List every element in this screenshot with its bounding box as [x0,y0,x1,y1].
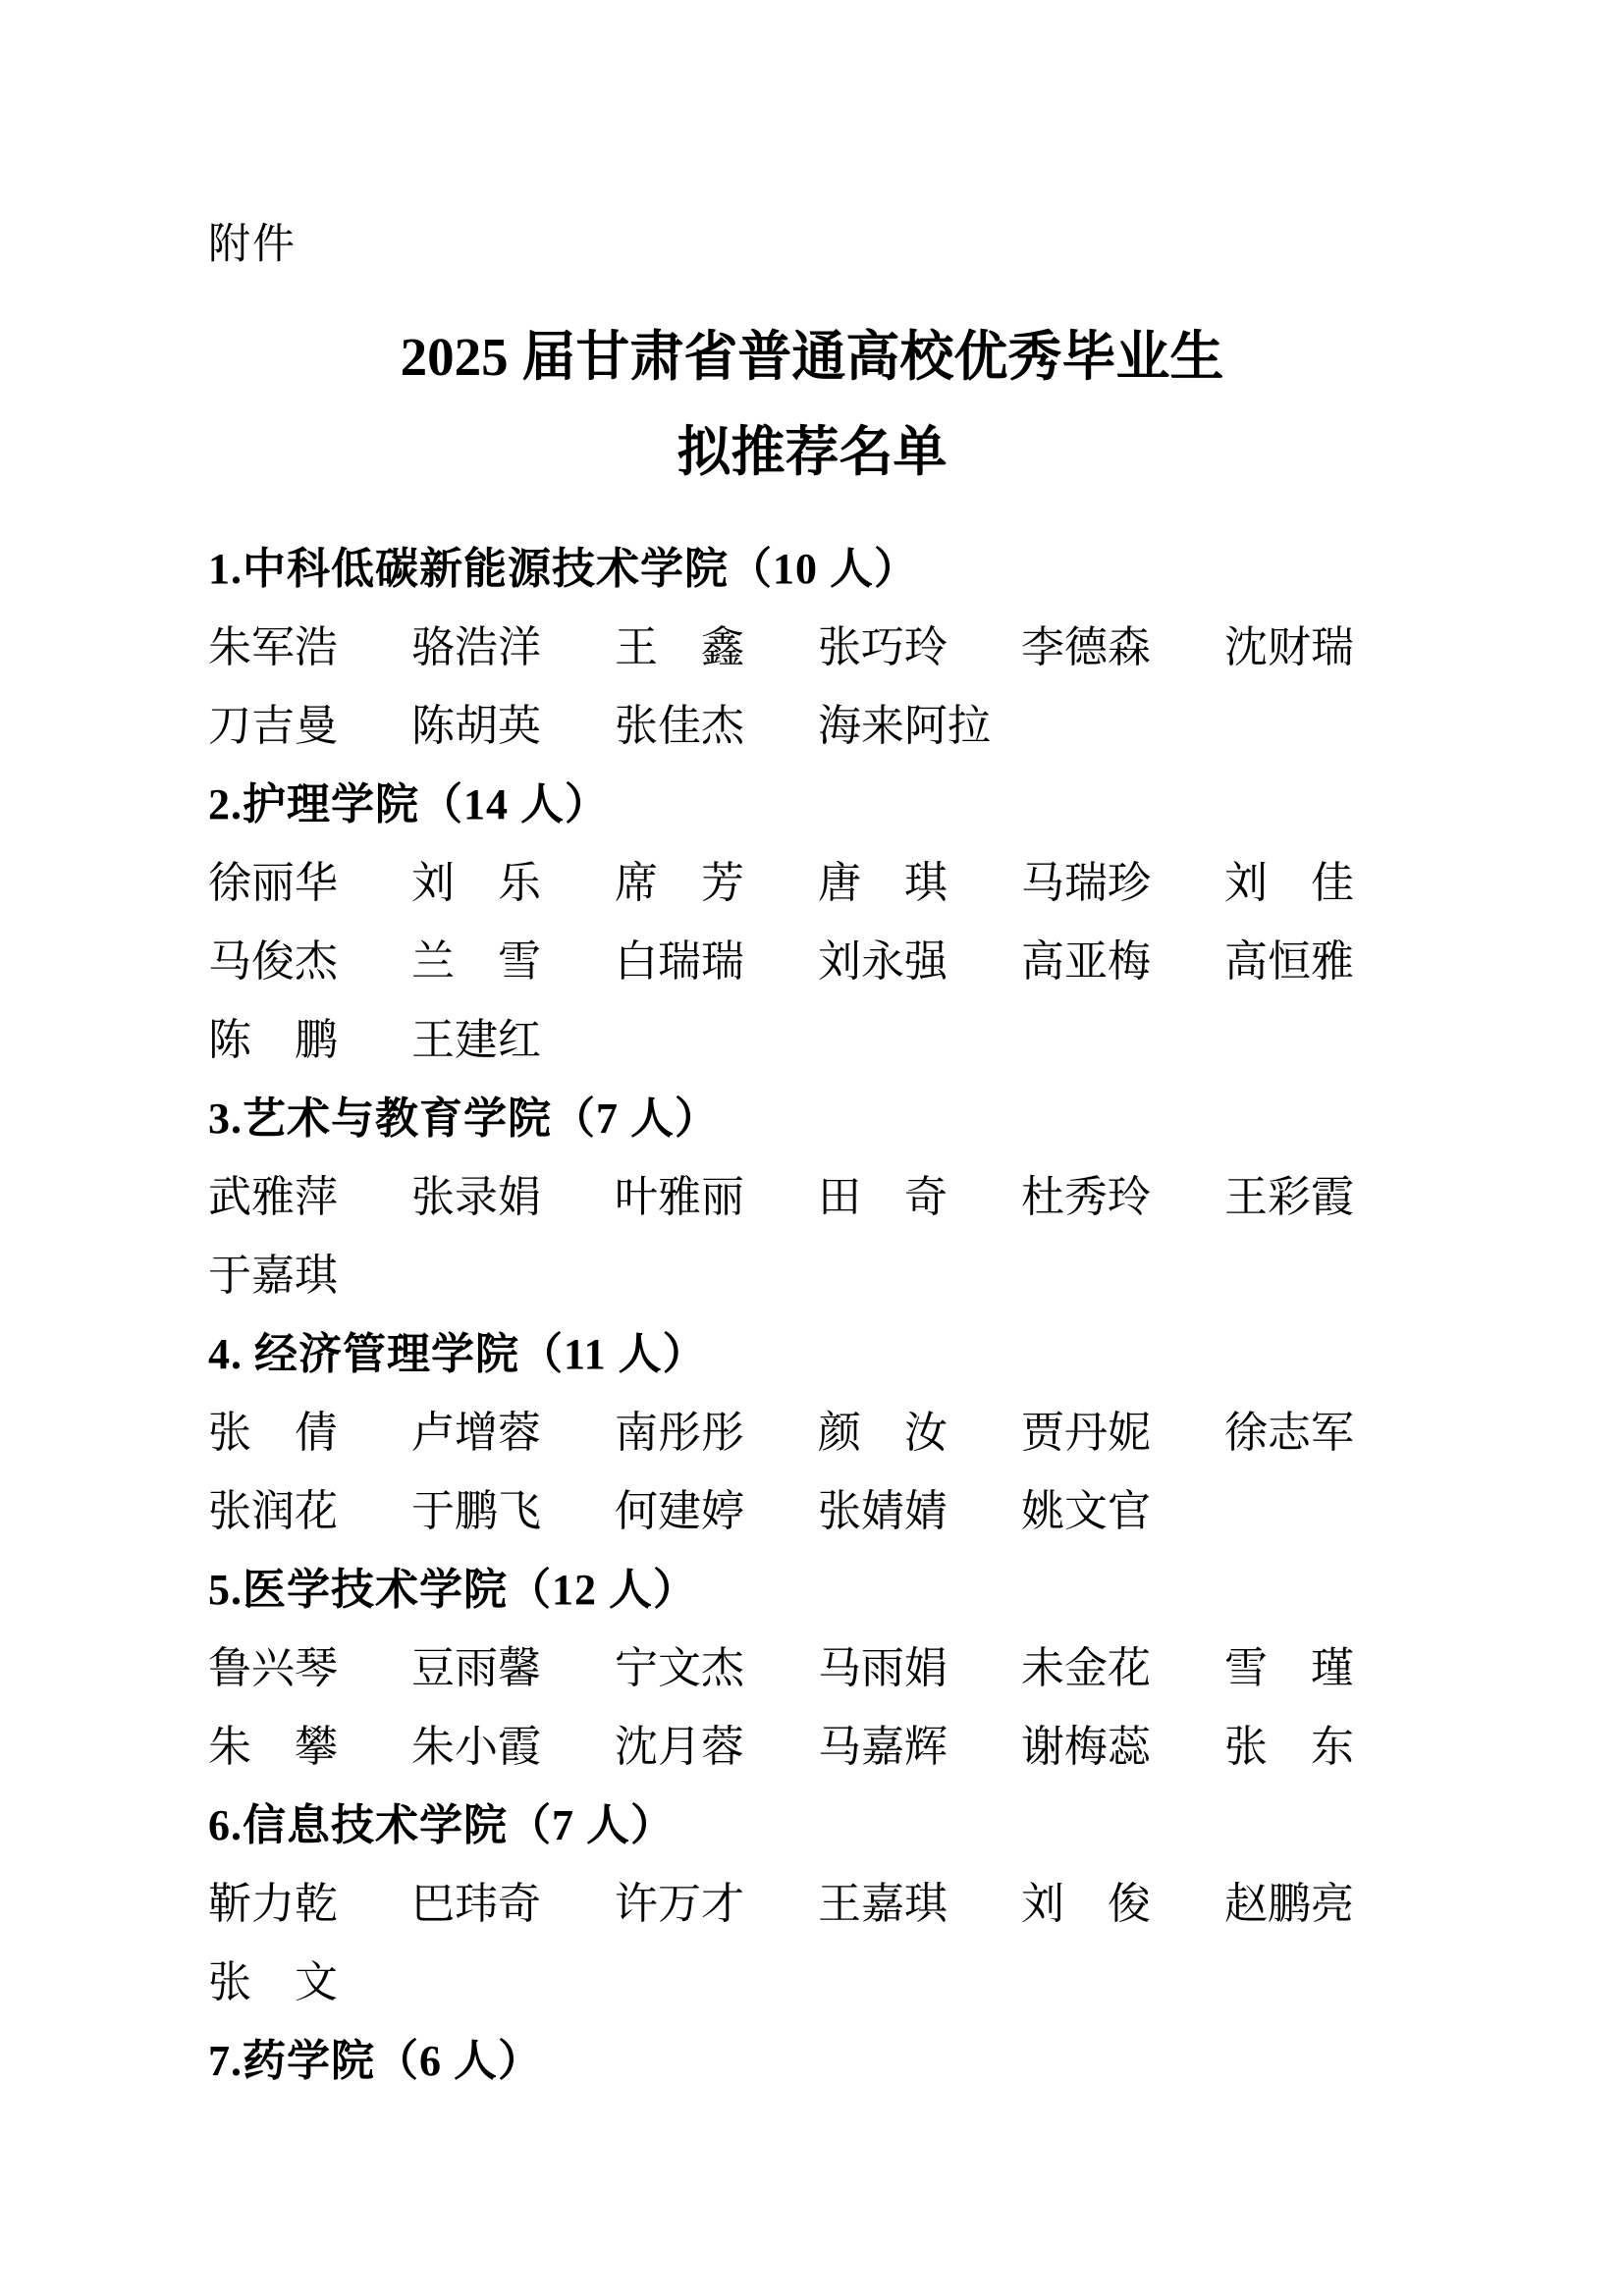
graduate-name: 许万才 [615,1880,744,1928]
name-row [208,1703,1416,1782]
graduate-name: 张巧玲 [818,623,947,671]
graduate-name: 赵鹏亮 [1224,1880,1354,1928]
graduate-name: 席 芳 [615,859,744,907]
graduate-name: 高亚梅 [1021,937,1151,986]
graduate-name: 田 奇 [818,1173,947,1221]
graduate-name: 马雨娟 [818,1644,947,1692]
graduate-name: 刘 俊 [1021,1880,1151,1928]
name-row [208,996,1416,1075]
graduate-name: 于嘉琪 [208,1252,338,1300]
graduate-name: 张婧婧 [818,1487,947,1535]
graduate-name: 朱 攀 [208,1723,338,1771]
document-title-line1: 2025 届甘肃省普通高校优秀毕业生 [400,327,1224,387]
name-row [208,682,1416,761]
graduate-name: 刀吉曼 [208,702,338,750]
section-heading-7: 7.药学院（6 人） [208,2037,542,2085]
graduate-name: 张 倩 [208,1409,338,1457]
graduate-name: 宁文杰 [615,1644,744,1692]
graduate-name: 叶雅丽 [615,1173,744,1221]
graduate-name: 张录娟 [411,1173,541,1221]
graduate-name: 徐丽华 [208,859,338,907]
graduate-name: 陈 鹏 [208,1016,338,1064]
section-heading-2: 2.护理学院（14 人） [208,780,609,828]
graduate-name: 白瑞瑞 [615,937,744,986]
graduate-name: 沈财瑞 [1224,623,1354,671]
graduate-name: 何建婷 [615,1487,744,1535]
name-row [208,839,1416,918]
document-body [0,201,1624,2096]
graduate-name: 朱小霞 [411,1723,541,1771]
graduate-name: 贾丹妮 [1021,1409,1151,1457]
graduate-name: 马俊杰 [208,937,338,986]
name-row [208,1468,1416,1546]
name-row [208,1625,1416,1703]
name-row [208,1860,1416,1939]
graduate-name: 李德森 [1021,623,1151,671]
graduate-name: 张佳杰 [615,702,744,750]
graduate-name: 徐志军 [1224,1409,1354,1457]
section-heading-6: 6.信息技术学院（7 人） [208,1801,675,1849]
document-title-line2: 拟推荐名单 [677,422,947,482]
graduate-name: 武雅萍 [208,1173,338,1221]
graduate-name: 杜秀玲 [1021,1173,1151,1221]
graduate-name: 南彤彤 [615,1409,744,1457]
graduate-name: 鲁兴琴 [208,1644,338,1692]
graduate-name: 刘 佳 [1224,859,1354,907]
graduate-name: 谢梅蕊 [1021,1723,1151,1771]
graduate-name: 王彩霞 [1224,1173,1354,1221]
graduate-name: 沈月蓉 [615,1723,744,1771]
graduate-name: 于鹏飞 [411,1487,541,1535]
graduate-name: 王建红 [411,1016,541,1064]
graduate-name: 海来阿拉 [818,702,991,750]
document-title [208,309,1416,500]
graduate-name: 未金花 [1021,1644,1151,1692]
name-row [208,1232,1416,1310]
graduate-name: 张润花 [208,1487,338,1535]
section-heading-5: 5.医学技术学院（12 人） [208,1566,697,1614]
graduate-name: 刘 乐 [411,859,541,907]
graduate-name: 豆雨馨 [411,1644,541,1692]
graduate-name: 颜 汝 [818,1409,947,1457]
section-heading-4: 4. 经济管理学院（11 人） [208,1330,707,1378]
graduate-name: 王嘉琪 [818,1880,947,1928]
name-row [208,918,1416,996]
graduate-name: 陈胡英 [411,702,541,750]
graduate-name: 唐 琪 [818,859,947,907]
graduate-name: 张 东 [1224,1723,1354,1771]
graduate-name: 张 文 [208,1958,338,2006]
name-row [208,1939,1416,2017]
sections-container [208,525,1416,2096]
attachment-label: 附件 [208,221,297,268]
graduate-name: 刘永强 [818,937,947,986]
graduate-name: 马嘉辉 [818,1723,947,1771]
graduate-name: 高恒雅 [1224,937,1354,986]
graduate-name: 骆浩洋 [411,623,541,671]
graduate-name: 兰 雪 [411,937,541,986]
graduate-name: 朱军浩 [208,623,338,671]
name-row [208,1389,1416,1468]
graduate-name: 马瑞珍 [1021,859,1151,907]
name-row [208,1153,1416,1232]
graduate-name: 靳力乾 [208,1880,338,1928]
graduate-name: 王 鑫 [615,623,744,671]
graduate-name: 卢增蓉 [411,1409,541,1457]
graduate-name: 姚文官 [1021,1487,1151,1535]
graduate-name: 雪 瑾 [1224,1644,1354,1692]
name-row [208,604,1416,682]
section-heading-1: 1.中科低碳新能源技术学院（10 人） [208,545,918,593]
section-heading-3: 3.艺术与教育学院（7 人） [208,1095,719,1143]
graduate-name: 巴玮奇 [411,1880,541,1928]
